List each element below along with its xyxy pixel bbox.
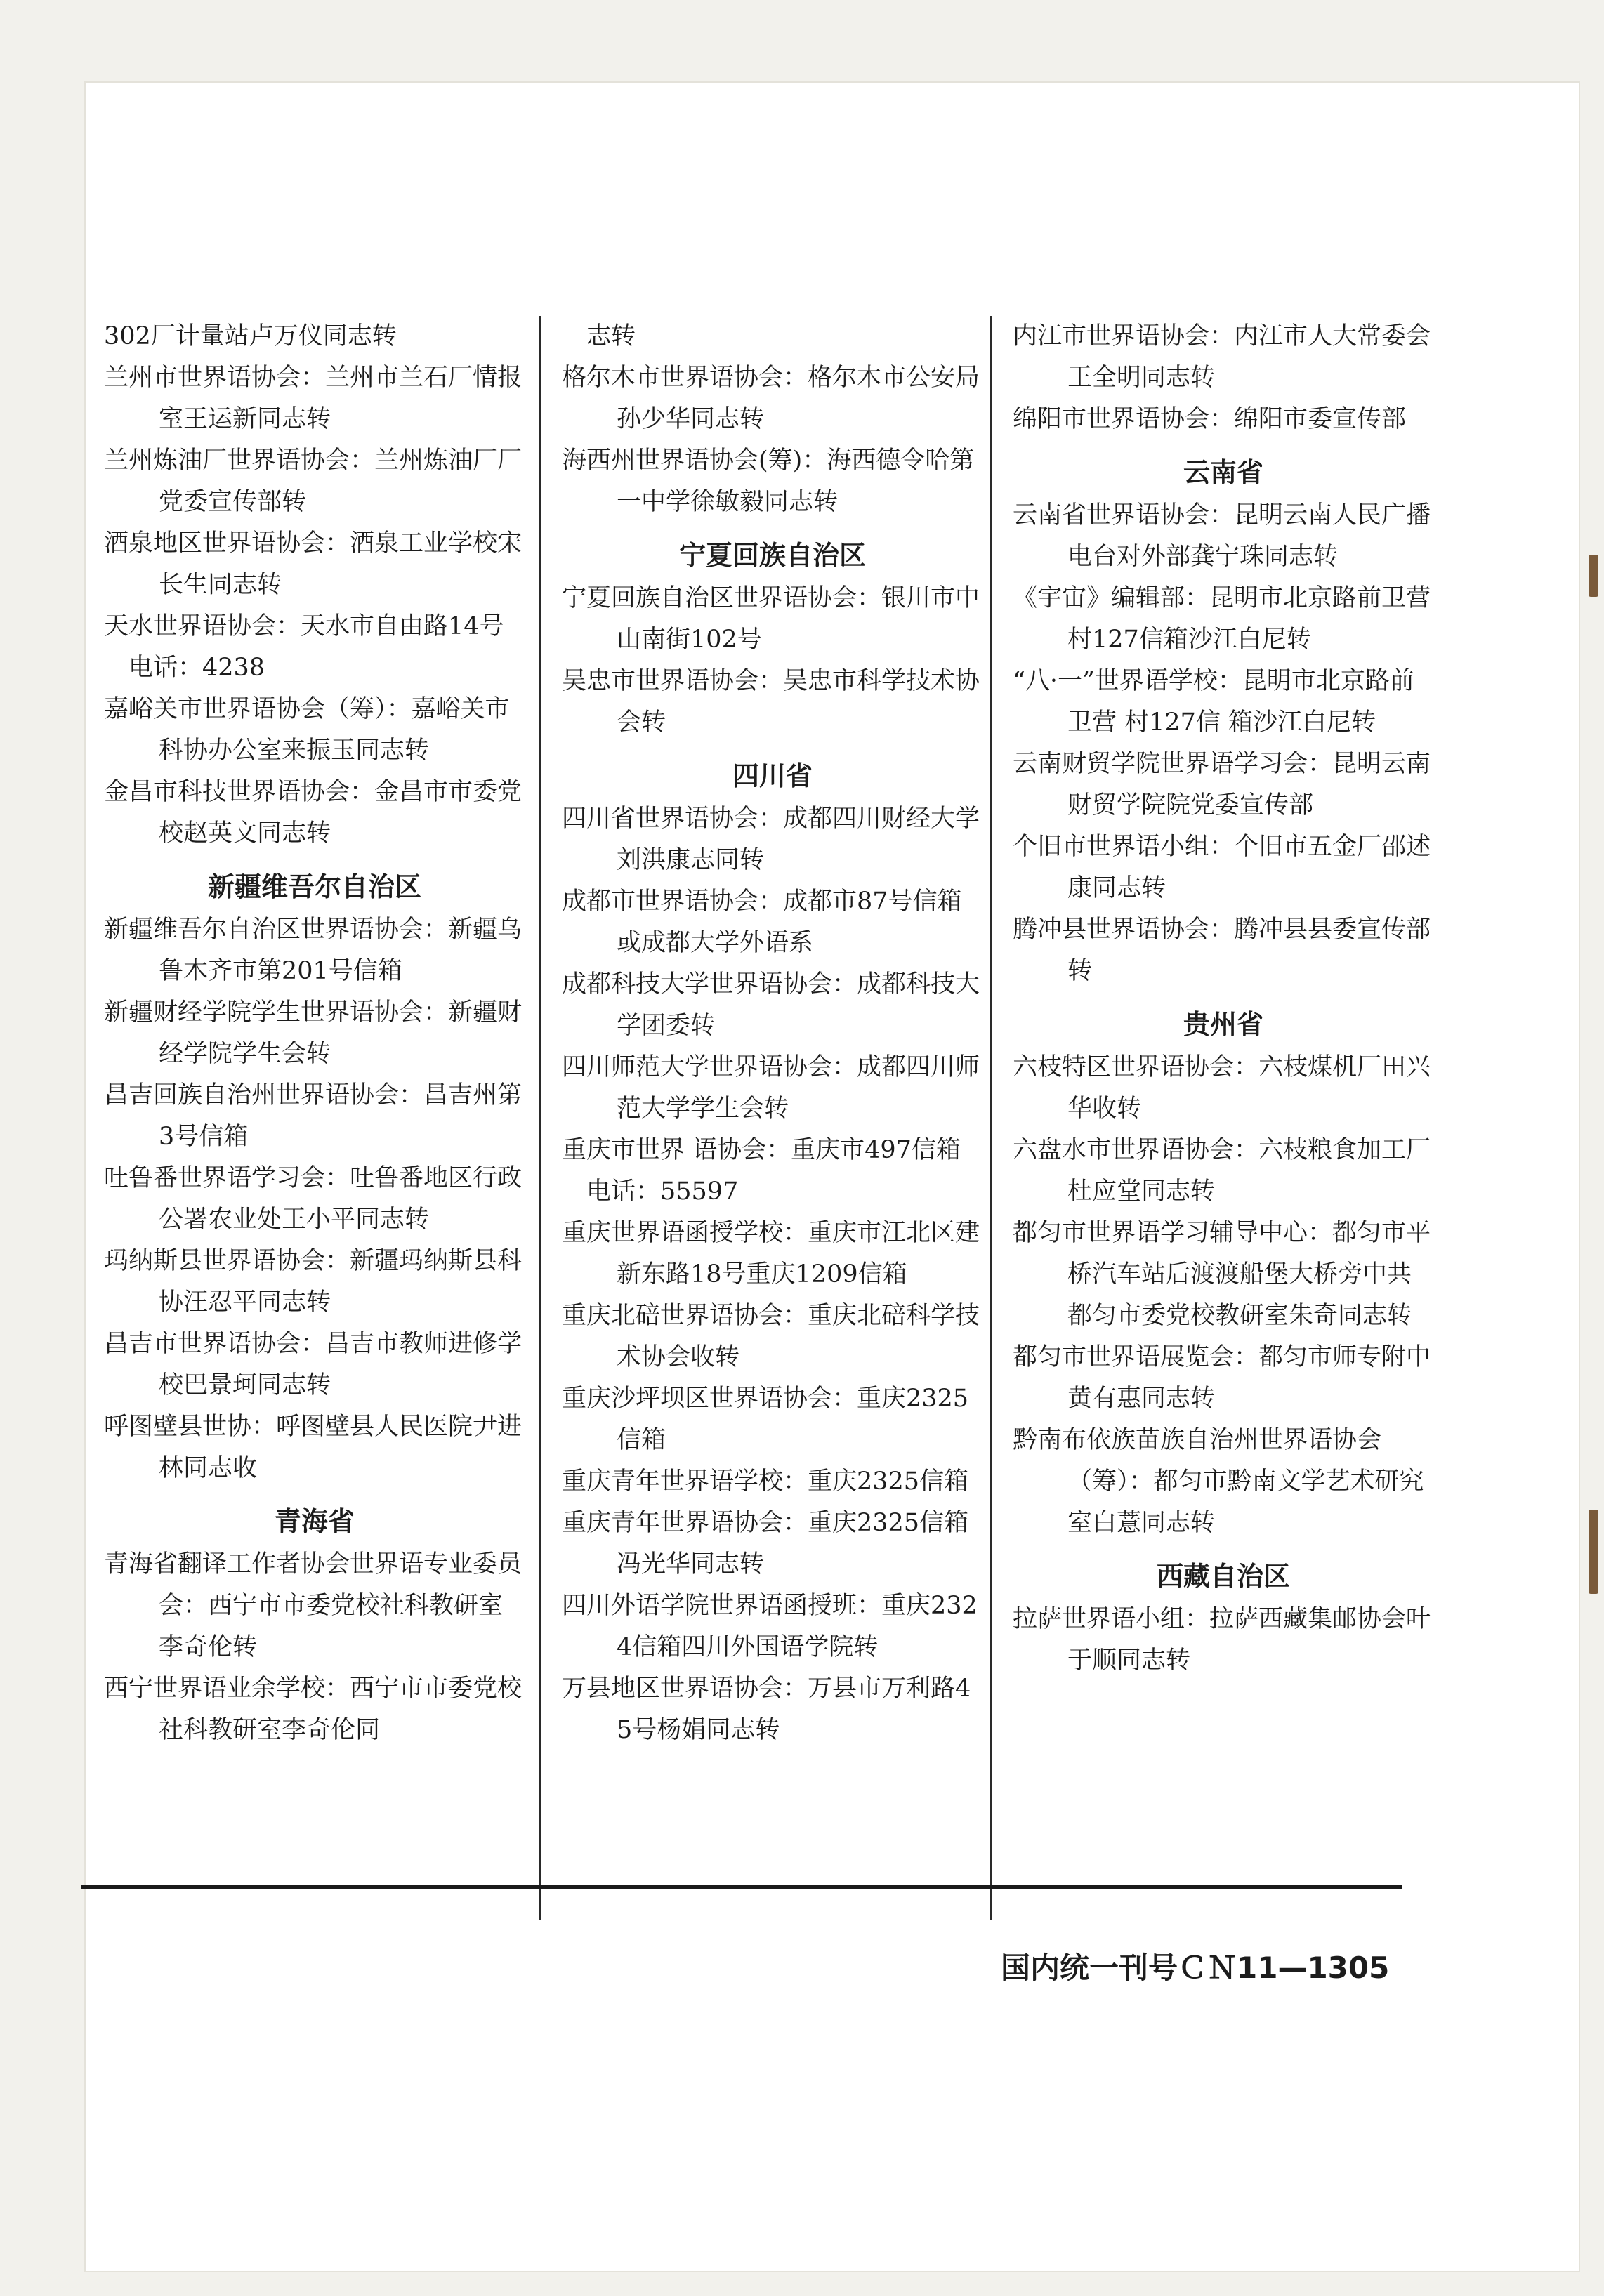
directory-entry: 成都科技大学世界语协会：成都科技大学团委转 [562,970,980,1040]
directory-entry: 酒泉地区世界语协会：酒泉工业学校宋长生同志转 [104,529,522,599]
directory-entry: 格尔木市世界语协会：格尔木市公安局孙少华同志转 [562,364,980,433]
directory-entry: 昌吉回族自治州世界语协会：昌吉州第3号信箱 [104,1081,522,1151]
directory-entry: 六枝特区世界语协会：六枝煤机厂田兴华收转 [1013,1053,1431,1123]
directory-entry: 玛纳斯县世界语协会：新疆玛纳斯县科协汪忍平同志转 [104,1247,522,1317]
directory-entry: 个旧市世界语小组：个旧市五金厂邵述康同志转 [1013,833,1431,902]
directory-entry: 吐鲁番世界语学习会：吐鲁番地区行政公署农业处王小平同志转 [104,1164,522,1234]
directory-entry: 302厂计量站卢万仪同志转 [104,322,397,350]
region-heading: 宁夏回族自治区 [678,540,866,571]
directory-entry: 金昌市科技世界语协会：金昌市市委党校赵英文同志转 [104,778,522,847]
region-heading: 云南省 [1183,457,1263,488]
column-2 [562,316,983,1751]
directory-entry: 内江市世界语协会：内江市人大常委会王全明同志转 [1013,322,1431,392]
directory-entry: 四川师范大学世界语协会：成都四川师范大学学生会转 [562,1053,980,1123]
directory-entry: 重庆世界语函授学校：重庆市江北区建新东路18号重庆1209信箱 [562,1219,980,1288]
directory-entry: 电话：4238 [104,654,265,682]
directory-entry: 重庆青年世界语学校：重庆2325信箱 [562,1467,969,1496]
directory-entry: 《宇宙》编辑部：昆明市北京路前卫营村127信箱沙江白尼转 [1013,584,1431,654]
directory-entry: 吴忠市世界语协会：吴忠市科学技术协会转 [562,667,980,737]
directory-entry: 重庆北碚世界语协会：重庆北碚科学技术协会收转 [562,1302,980,1371]
region-heading: 贵州省 [1183,1009,1263,1040]
column-divider [990,316,992,1920]
directory-entry: 海西州世界语协会(筹)：海西德令哈第一中学徐敏毅同志转 [562,447,975,516]
footer-rule [81,1885,1402,1889]
directory-entry: 重庆市世界 语协会：重庆市497信箱 [562,1136,961,1164]
directory-entry: 四川外语学院世界语函授班：重庆2324信箱四川外国语学院转 [562,1592,978,1661]
directory-entry: 万县地区世界语协会：万县市万利路45号杨娟同志转 [562,1675,971,1744]
column-3 [1013,316,1434,1682]
region-heading: 新疆维吾尔自治区 [207,871,421,902]
directory-entry: 成都市世界语协会：成都市87号信箱或成都大学外语系 [562,888,962,957]
column-1 [104,316,525,1751]
directory-entry: 新疆维吾尔自治区世界语协会：新疆乌鲁木齐市第201号信箱 [104,916,522,985]
directory-entry: 嘉峪关市世界语协会（筹）：嘉峪关市科协办公室来振玉同志转 [104,695,510,765]
directory-entry: 四川省世界语协会：成都四川财经大学刘洪康志同转 [562,805,980,874]
directory-entry: 新疆财经学院学生世界语协会：新疆财经学院学生会转 [104,998,522,1068]
directory-entry: 重庆青年世界语协会：重庆2325信箱冯光华同志转 [562,1509,969,1578]
directory-entry: 兰州炼油厂世界语协会：兰州炼油厂厂党委宣传部转 [104,447,522,516]
binding-mark [1589,555,1598,597]
directory-entry: 黔南布依族苗族自治州世界语协会（筹）：都匀市黔南文学艺术研究室白薏同志转 [1013,1426,1424,1537]
directory-entry: 兰州市世界语协会：兰州市兰石厂情报室王运新同志转 [104,364,522,433]
region-heading: 四川省 [732,760,813,791]
directory-entry: 青海省翻译工作者协会世界语专业委员会：西宁市市委党校社科教研室李奇伦转 [104,1550,522,1661]
directory-entry: 志转 [562,322,636,350]
directory-entry: 呼图壁县世协：呼图壁县人民医院尹进林同志收 [104,1413,522,1482]
directory-entry: 天水世界语协会：天水市自由路14号 [104,612,504,640]
directory-entry: 都匀市世界语学习辅导中心：都匀市平桥汽车站后渡渡船堡大桥旁中共都匀市委党校教研室朱奇同志转 [1013,1219,1431,1330]
directory-entry: 绵阳市世界语协会：绵阳市委宣传部 [1013,405,1407,433]
publication-code: 国内统一刊号ＣＮ11—1305 [1001,1951,1390,1985]
directory-entry: 电话：55597 [562,1177,739,1206]
directory-entry: 昌吉市世界语协会：昌吉市教师进修学校巴景珂同志转 [104,1330,522,1399]
directory-entry: 西宁世界语业余学校：西宁市市委党校社科教研室李奇伦同 [104,1675,522,1744]
directory-entry: 云南省世界语协会：昆明云南人民广播电台对外部龚宁珠同志转 [1013,501,1431,571]
binding-mark [1589,1510,1598,1594]
region-heading: 西藏自治区 [1156,1561,1290,1592]
directory-entry: 云南财贸学院世界语学习会：昆明云南财贸学院院党委宣传部 [1013,750,1431,819]
directory-entry: 宁夏回族自治区世界语协会：银川市中山南街102号 [562,584,980,654]
directory-entry: “八·一”世界语学校：昆明市北京路前卫营 村127信 箱沙江白尼转 [1013,667,1414,737]
directory-entry: 六盘水市世界语协会：六枝粮食加工厂杜应堂同志转 [1013,1136,1431,1206]
directory-entry: 拉萨世界语小组：拉萨西藏集邮协会叶于顺同志转 [1013,1605,1431,1675]
directory-entry: 都匀市世界语展览会：都匀市师专附中黄有惠同志转 [1013,1343,1431,1413]
column-divider [539,316,541,1920]
directory-entry: 腾冲县世界语协会：腾冲县县委宣传部转 [1013,916,1431,985]
directory-entry: 重庆沙坪坝区世界语协会：重庆2325信箱 [562,1385,969,1454]
region-heading: 青海省 [274,1506,355,1537]
